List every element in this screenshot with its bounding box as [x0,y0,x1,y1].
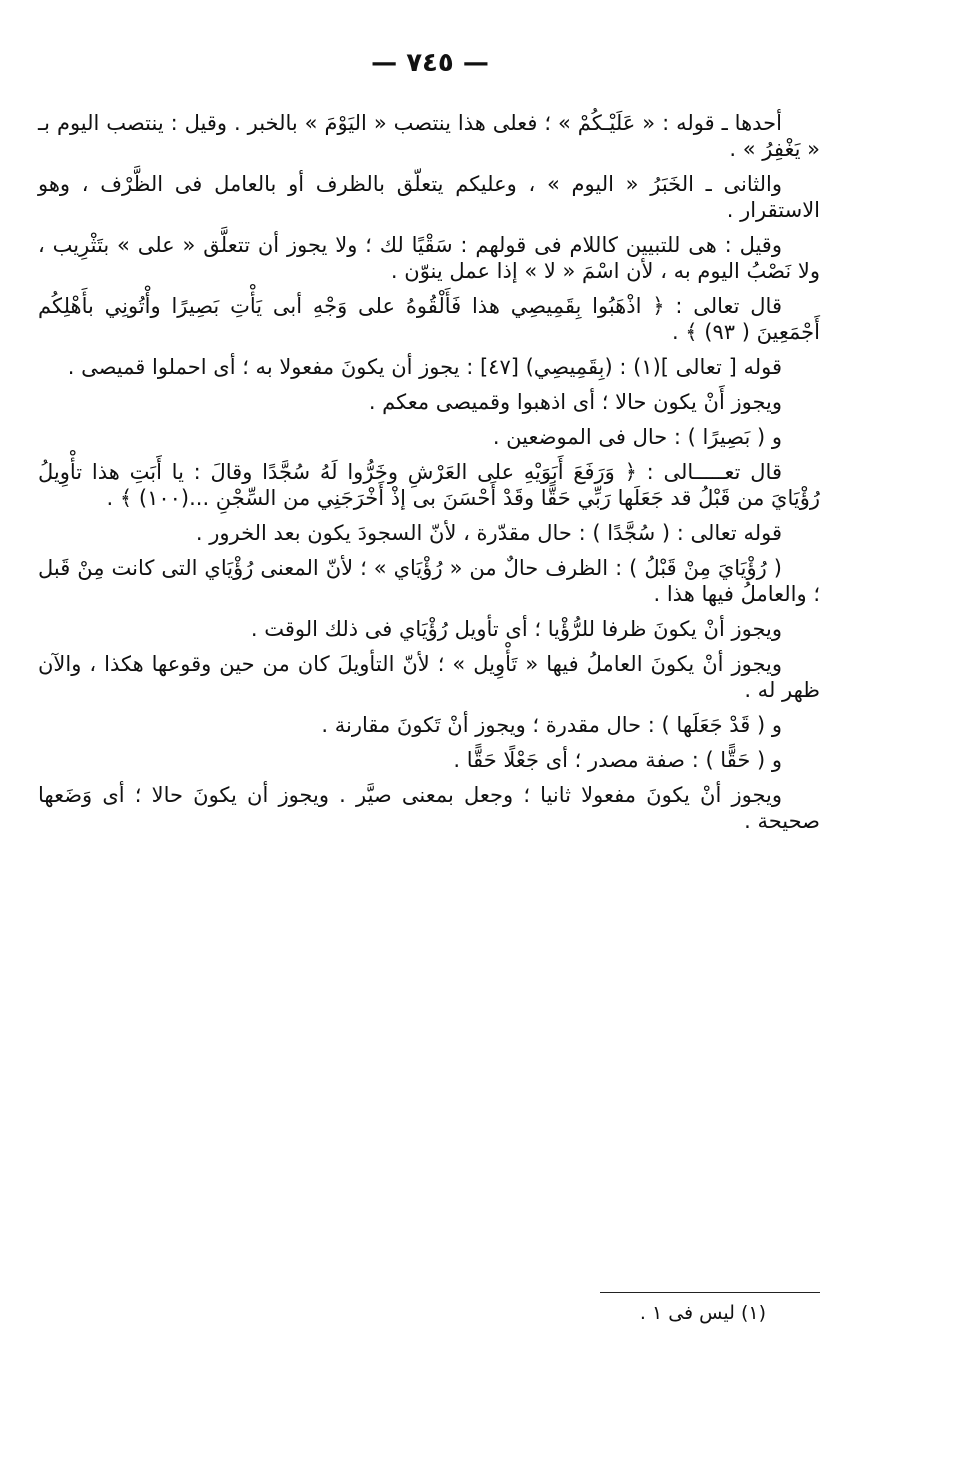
page-number: — ٧٤٥ — [371,48,489,78]
paragraph: ويجوز أَنْ يكون حالا ؛ أى اذهبوا وقميصى معكم . [368,390,782,414]
paragraph: و ( قَدْ جَعَلَها ) : حال مقدرة ؛ ويجوز أنْ تَكونَ مقارنة . [321,713,782,737]
paragraph: وقيل : هى للتبيين كاللام فى قولهم : سَقْيًا لك ؛ ولا يجوز أن تتعلَّق « على » بتَثْرِيب ، ولا نَصْبُ اليوم به ، لأن اسْمَ « لا » إذا عمل ينوّن . [38,233,820,283]
paragraph: ويجوز أنْ يكونَ ظرفا للرُّؤْيا ؛ أى تأويل رُؤْيَاي فى ذلك الوقت . [250,617,782,641]
paragraph: و ( حَقًّا ) : صفة مصدر ؛ أى جَعْلًا حَقًّا . [453,748,782,772]
paragraph: والثانى ـ الخَبَرُ « اليوم » ، وعليكم يتعلّق بالظرف أو بالعامل فى الظَّرْف ، وهو الاستقرار . [38,172,820,222]
paragraph: ويجوز أنْ يكونَ العاملُ فيها « تَأْوِيل » ؛ لأنّ التأويلَ كان من حين وقوعها هكذا ، والآن ظهر له . [38,652,820,702]
paragraph: أحدها ـ قوله : « عَلَيْـكُمْ » ؛ فعلى هذا ينتصب « اليَوْمَ » بالخبر . وقيل : ينتصب اليوم بـ « يَغْفِرُ » . [38,111,820,161]
paragraph: و ( بَصِيرًا ) : حال فى الموضعين . [492,425,782,449]
quran-verse-paragraph: قال تعالى : ﴿ اذْهَبُوا بِقَمِيصِي هذا فَأَلْقُوهُ على وَجْهِ أبى يَأْتِ بَصِيرًا وأْتُونِي بأَهْلِكُم أَجْمَعِينَ ( ٩٣) ﴾ . [38,294,820,344]
main-text [38,110,820,843]
paragraph: قوله [ تعالى ](١) : (بِقَمِيصِي) [٤٧] : يجوز أن يكونَ مفعولا به ؛ أى احملوا قميصى . [67,355,782,379]
footnote-divider [600,1292,820,1293]
paragraph: ( رُؤْيَايَ مِنْ قَبْلُ ) : الظرف حالٌ من « رُؤْيَاي » ؛ لأنّ المعنى رُؤْيَاي التى كانت مِنْ قَبل ؛ والعاملُ فيها هذا . [38,556,820,606]
footnote: (١) ليس فى ١ . [639,1302,766,1324]
paragraph: قوله تعالى : ( سُجَّدًا ) : حال مقدّرة ، لأنّ السجودَ يكون بعد الخرور . [195,521,782,545]
paragraph: ويجوز أنْ يكونَ مفعولا ثانيا ؛ وجعل بمعنى صيَّر . ويجوز أن يكونَ حالا ؛ أى وَضَعها صحيحة . [38,783,820,833]
quran-verse-paragraph: قال تعـــــالى : ﴿ وَرَفَعَ أَبَوَيْهِ على العَرْشِ وخَرُّوا لَهُ سُجَّدًا وقالَ : يا أَبَتِ هذا تأْوِيلُ رُؤْيَايَ من قَبْلُ قد جَعَلَها رَبِّي حَقًّا وقَدْ أَحْسَنَ بى إذْ أَخْرَجَنِي من السِّجْنِ ...(١٠٠) ﴾ . [38,460,820,510]
